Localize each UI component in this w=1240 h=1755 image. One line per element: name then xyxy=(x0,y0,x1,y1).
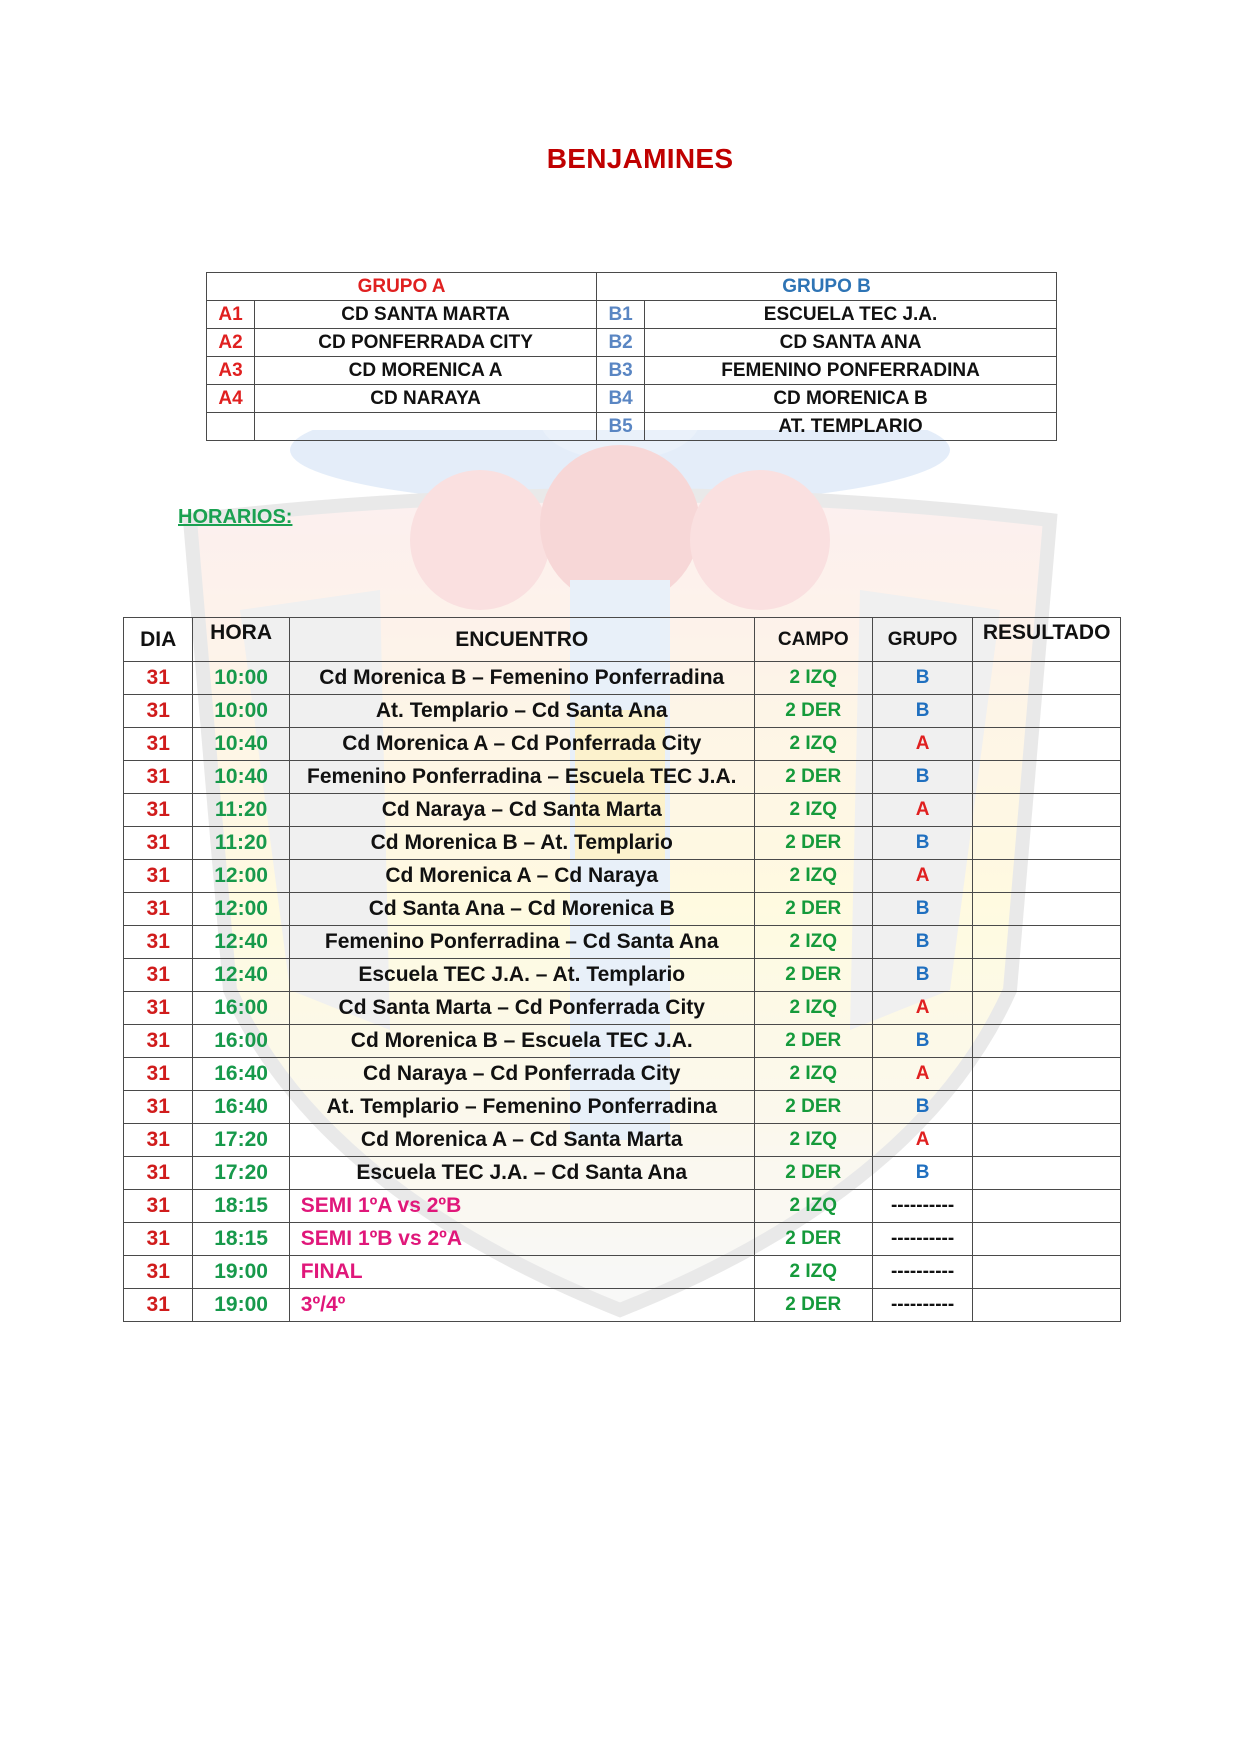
schedule-row xyxy=(124,1091,1121,1124)
cell-resultado xyxy=(973,695,1121,728)
cell-resultado xyxy=(973,1124,1121,1157)
group-a-code: A1 xyxy=(207,301,255,329)
cell-hora: 10:00 xyxy=(193,662,289,695)
cell-hora: 12:00 xyxy=(193,860,289,893)
cell-hora: 11:20 xyxy=(193,794,289,827)
cell-dia: 31 xyxy=(124,662,193,695)
cell-encuentro: Cd Naraya – Cd Ponferrada City xyxy=(289,1058,754,1091)
cell-grupo: ---------- xyxy=(872,1256,972,1289)
schedule-row xyxy=(124,1256,1121,1289)
cell-resultado xyxy=(973,662,1121,695)
cell-grupo: A xyxy=(872,1058,972,1091)
cell-campo: 2 IZQ xyxy=(754,992,872,1025)
cell-dia: 31 xyxy=(124,860,193,893)
cell-grupo: A xyxy=(872,860,972,893)
group-a-team xyxy=(255,413,597,441)
cell-grupo: B xyxy=(872,959,972,992)
cell-campo: 2 DER xyxy=(754,695,872,728)
cell-encuentro: At. Templario – Femenino Ponferradina xyxy=(289,1091,754,1124)
group-b-code: B3 xyxy=(597,357,645,385)
schedule-row xyxy=(124,1289,1121,1322)
schedule-row xyxy=(124,893,1121,926)
horarios-heading: HORARIOS: xyxy=(178,506,293,528)
cell-hora: 12:40 xyxy=(193,926,289,959)
cell-encuentro: Cd Morenica A – Cd Santa Marta xyxy=(289,1124,754,1157)
group-b-team: CD MORENICA B xyxy=(645,385,1057,413)
cell-dia: 31 xyxy=(124,959,193,992)
group-a-code: A3 xyxy=(207,357,255,385)
cell-encuentro: Cd Morenica B – Femenino Ponferradina xyxy=(289,662,754,695)
cell-resultado xyxy=(973,959,1121,992)
cell-campo: 2 DER xyxy=(754,893,872,926)
cell-hora: 16:40 xyxy=(193,1058,289,1091)
cell-grupo: ---------- xyxy=(872,1223,972,1256)
cell-hora: 12:00 xyxy=(193,893,289,926)
cell-encuentro: FINAL xyxy=(289,1256,754,1289)
cell-dia: 31 xyxy=(124,695,193,728)
schedule-row xyxy=(124,926,1121,959)
cell-resultado xyxy=(973,1223,1121,1256)
cell-campo: 2 IZQ xyxy=(754,860,872,893)
group-b-header: GRUPO B xyxy=(597,273,1057,301)
cell-grupo: B xyxy=(872,1157,972,1190)
cell-encuentro: Cd Morenica B – At. Templario xyxy=(289,827,754,860)
cell-campo: 2 DER xyxy=(754,959,872,992)
cell-dia: 31 xyxy=(124,1025,193,1058)
cell-encuentro: Cd Morenica A – Cd Ponferrada City xyxy=(289,728,754,761)
col-header-resultado: RESULTADO xyxy=(973,618,1121,662)
cell-campo: 2 IZQ xyxy=(754,1256,872,1289)
schedule-row xyxy=(124,827,1121,860)
group-b-code: B2 xyxy=(597,329,645,357)
cell-hora: 16:00 xyxy=(193,992,289,1025)
schedule-row xyxy=(124,1190,1121,1223)
groups-row xyxy=(207,329,1057,357)
groups-header-row xyxy=(207,273,1057,301)
cell-dia: 31 xyxy=(124,1124,193,1157)
cell-campo: 2 IZQ xyxy=(754,794,872,827)
cell-hora: 18:15 xyxy=(193,1190,289,1223)
cell-encuentro: SEMI 1ºB vs 2ºA xyxy=(289,1223,754,1256)
cell-dia: 31 xyxy=(124,1190,193,1223)
group-b-team: FEMENINO PONFERRADINA xyxy=(645,357,1057,385)
schedule-row xyxy=(124,662,1121,695)
cell-resultado xyxy=(973,893,1121,926)
cell-resultado xyxy=(973,926,1121,959)
cell-grupo: ---------- xyxy=(872,1190,972,1223)
schedule-body xyxy=(124,662,1121,1322)
cell-encuentro: Cd Morenica B – Escuela TEC J.A. xyxy=(289,1025,754,1058)
group-b-team: ESCUELA TEC J.A. xyxy=(645,301,1057,329)
page-title: BENJAMINES xyxy=(546,143,734,174)
cell-campo: 2 DER xyxy=(754,1025,872,1058)
cell-grupo: A xyxy=(872,992,972,1025)
cell-hora: 11:20 xyxy=(193,827,289,860)
cell-encuentro: Femenino Ponferradina – Escuela TEC J.A. xyxy=(289,761,754,794)
cell-campo: 2 DER xyxy=(754,1289,872,1322)
col-header-campo: CAMPO xyxy=(754,618,872,662)
cell-grupo: B xyxy=(872,761,972,794)
cell-grupo: A xyxy=(872,794,972,827)
cell-hora: 10:40 xyxy=(193,728,289,761)
schedule-table xyxy=(123,617,1121,1322)
col-header-grupo: GRUPO xyxy=(872,618,972,662)
cell-resultado xyxy=(973,1157,1121,1190)
groups-table xyxy=(206,272,1057,441)
group-b-code: B1 xyxy=(597,301,645,329)
cell-campo: 2 DER xyxy=(754,827,872,860)
cell-encuentro: Femenino Ponferradina – Cd Santa Ana xyxy=(289,926,754,959)
cell-encuentro: Cd Morenica A – Cd Naraya xyxy=(289,860,754,893)
cell-grupo: B xyxy=(872,893,972,926)
col-header-encuentro: ENCUENTRO xyxy=(289,618,754,662)
cell-resultado xyxy=(973,1025,1121,1058)
cell-hora: 17:20 xyxy=(193,1124,289,1157)
cell-resultado xyxy=(973,761,1121,794)
cell-encuentro: Escuela TEC J.A. – Cd Santa Ana xyxy=(289,1157,754,1190)
col-header-dia: DIA xyxy=(124,618,193,662)
schedule-row xyxy=(124,1157,1121,1190)
cell-dia: 31 xyxy=(124,893,193,926)
schedule-row xyxy=(124,1223,1121,1256)
group-a-code: A2 xyxy=(207,329,255,357)
cell-grupo: A xyxy=(872,728,972,761)
cell-resultado xyxy=(973,1058,1121,1091)
cell-resultado xyxy=(973,728,1121,761)
cell-hora: 17:20 xyxy=(193,1157,289,1190)
schedule-header-row xyxy=(124,618,1121,662)
cell-encuentro: Cd Naraya – Cd Santa Marta xyxy=(289,794,754,827)
cell-grupo: B xyxy=(872,695,972,728)
col-header-hora: HORA xyxy=(193,618,289,662)
groups-row xyxy=(207,385,1057,413)
schedule-row xyxy=(124,794,1121,827)
cell-campo: 2 DER xyxy=(754,1157,872,1190)
cell-encuentro: Escuela TEC J.A. – At. Templario xyxy=(289,959,754,992)
cell-resultado xyxy=(973,794,1121,827)
cell-dia: 31 xyxy=(124,1091,193,1124)
cell-resultado xyxy=(973,1091,1121,1124)
cell-dia: 31 xyxy=(124,728,193,761)
cell-dia: 31 xyxy=(124,992,193,1025)
cell-campo: 2 IZQ xyxy=(754,1058,872,1091)
cell-encuentro: SEMI 1ºA vs 2ºB xyxy=(289,1190,754,1223)
cell-hora: 19:00 xyxy=(193,1256,289,1289)
cell-resultado xyxy=(973,1190,1121,1223)
cell-grupo: B xyxy=(872,1091,972,1124)
schedule-row xyxy=(124,1058,1121,1091)
cell-hora: 12:40 xyxy=(193,959,289,992)
schedule-row xyxy=(124,728,1121,761)
group-b-team: AT. TEMPLARIO xyxy=(645,413,1057,441)
cell-campo: 2 DER xyxy=(754,1223,872,1256)
cell-campo: 2 IZQ xyxy=(754,1124,872,1157)
group-b-team: CD SANTA ANA xyxy=(645,329,1057,357)
cell-resultado xyxy=(973,1256,1121,1289)
cell-campo: 2 IZQ xyxy=(754,728,872,761)
cell-dia: 31 xyxy=(124,1058,193,1091)
cell-campo: 2 IZQ xyxy=(754,662,872,695)
cell-encuentro: Cd Santa Marta – Cd Ponferrada City xyxy=(289,992,754,1025)
cell-dia: 31 xyxy=(124,794,193,827)
schedule-row xyxy=(124,1124,1121,1157)
group-a-team: CD PONFERRADA CITY xyxy=(255,329,597,357)
groups-row xyxy=(207,301,1057,329)
cell-hora: 16:00 xyxy=(193,1025,289,1058)
group-b-code: B4 xyxy=(597,385,645,413)
cell-dia: 31 xyxy=(124,1157,193,1190)
cell-resultado xyxy=(973,827,1121,860)
group-a-code: A4 xyxy=(207,385,255,413)
schedule-row xyxy=(124,1025,1121,1058)
schedule-row xyxy=(124,761,1121,794)
cell-resultado xyxy=(973,992,1121,1025)
cell-hora: 18:15 xyxy=(193,1223,289,1256)
group-a-team: CD SANTA MARTA xyxy=(255,301,597,329)
cell-campo: 2 IZQ xyxy=(754,926,872,959)
cell-grupo: B xyxy=(872,926,972,959)
cell-dia: 31 xyxy=(124,1223,193,1256)
cell-grupo: B xyxy=(872,827,972,860)
cell-campo: 2 DER xyxy=(754,761,872,794)
cell-campo: 2 IZQ xyxy=(754,1190,872,1223)
cell-hora: 16:40 xyxy=(193,1091,289,1124)
schedule-row xyxy=(124,695,1121,728)
cell-encuentro: At. Templario – Cd Santa Ana xyxy=(289,695,754,728)
cell-hora: 10:40 xyxy=(193,761,289,794)
group-a-team: CD NARAYA xyxy=(255,385,597,413)
group-b-code: B5 xyxy=(597,413,645,441)
groups-row xyxy=(207,413,1057,441)
cell-grupo: A xyxy=(872,1124,972,1157)
cell-dia: 31 xyxy=(124,761,193,794)
cell-hora: 19:00 xyxy=(193,1289,289,1322)
cell-campo: 2 DER xyxy=(754,1091,872,1124)
cell-resultado xyxy=(973,1289,1121,1322)
schedule-row xyxy=(124,992,1121,1025)
group-a-team: CD MORENICA A xyxy=(255,357,597,385)
group-a-code xyxy=(207,413,255,441)
cell-grupo: B xyxy=(872,662,972,695)
cell-encuentro: 3º/4º xyxy=(289,1289,754,1322)
group-a-header: GRUPO A xyxy=(207,273,597,301)
cell-dia: 31 xyxy=(124,1256,193,1289)
groups-row xyxy=(207,357,1057,385)
cell-resultado xyxy=(973,860,1121,893)
schedule-row xyxy=(124,860,1121,893)
cell-dia: 31 xyxy=(124,926,193,959)
schedule-row xyxy=(124,959,1121,992)
cell-grupo: ---------- xyxy=(872,1289,972,1322)
cell-hora: 10:00 xyxy=(193,695,289,728)
cell-grupo: B xyxy=(872,1025,972,1058)
cell-encuentro: Cd Santa Ana – Cd Morenica B xyxy=(289,893,754,926)
cell-dia: 31 xyxy=(124,1289,193,1322)
cell-dia: 31 xyxy=(124,827,193,860)
